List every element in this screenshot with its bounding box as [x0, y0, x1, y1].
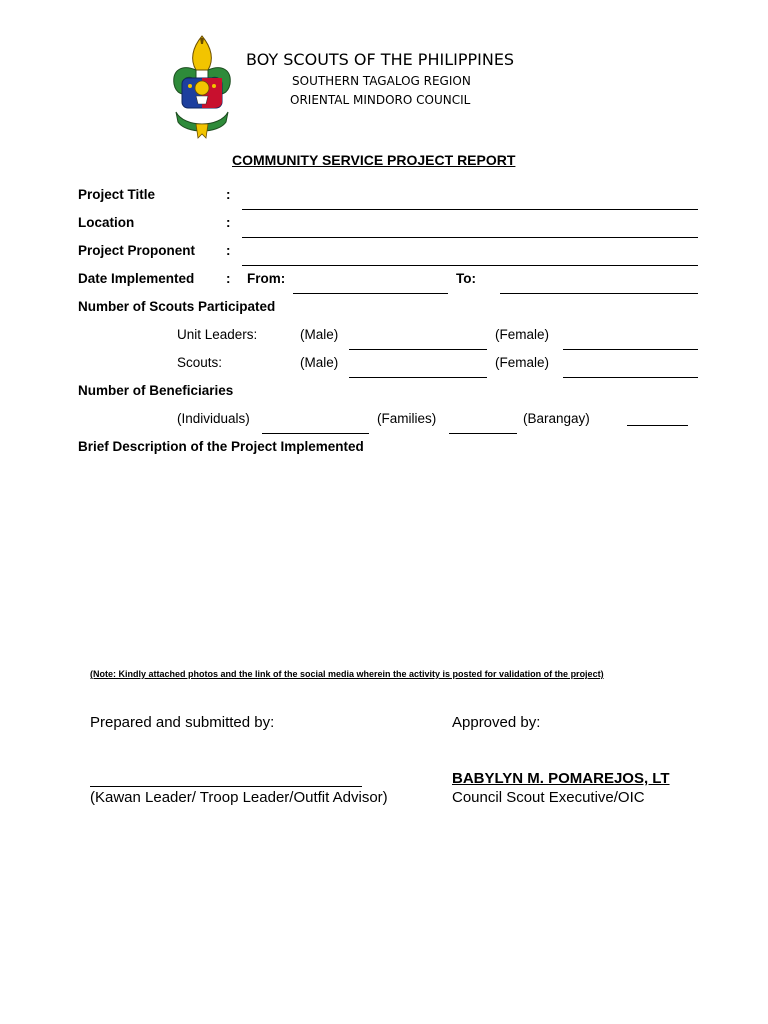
scouts-label: Scouts:: [177, 355, 223, 370]
scouts-male-field[interactable]: [349, 377, 487, 378]
from-label: From:: [247, 271, 286, 286]
description-label: Brief Description of the Project Implemented: [78, 439, 364, 454]
approver-name: BABYLYN M. POMAREJOS, LT: [452, 770, 670, 787]
approved-by-label: Approved by:: [452, 714, 541, 731]
validation-note: (Note: Kindly attached photos and the link of the social media wherein the activity is posted for validation of the project): [90, 669, 604, 679]
form-title: COMMUNITY SERVICE PROJECT REPORT: [232, 152, 516, 168]
prepared-by-label: Prepared and submitted by:: [90, 714, 275, 731]
scouts-female-label: (Female): [495, 355, 550, 370]
project-title-colon: :: [226, 187, 231, 202]
prepared-role: (Kawan Leader/ Troop Leader/Outfit Advisor): [90, 789, 388, 806]
families-label: (Families): [377, 411, 437, 426]
date-label: Date Implemented: [78, 271, 195, 286]
unit-leaders-female-label: (Female): [495, 327, 550, 342]
unit-leaders-female-field[interactable]: [563, 349, 698, 350]
proponent-label: Project Proponent: [78, 243, 196, 258]
unit-leaders-male-field[interactable]: [349, 349, 487, 350]
council-name: ORIENTAL MINDORO COUNCIL: [290, 93, 471, 107]
project-title-field[interactable]: [242, 209, 698, 210]
scouts-male-label: (Male): [300, 355, 339, 370]
description-area[interactable]: [78, 460, 698, 660]
individuals-label: (Individuals): [177, 411, 250, 426]
scouts-participated-label: Number of Scouts Participated: [78, 299, 276, 314]
scouts-female-field[interactable]: [563, 377, 698, 378]
org-name: BOY SCOUTS OF THE PHILIPPINES: [246, 50, 515, 69]
beneficiaries-label: Number of Beneficiaries: [78, 383, 234, 398]
to-label: To:: [456, 271, 476, 286]
barangay-label: (Barangay): [523, 411, 590, 426]
barangay-field[interactable]: [627, 425, 688, 426]
project-title-label: Project Title: [78, 187, 156, 202]
location-field[interactable]: [242, 237, 698, 238]
bsp-logo-icon: [170, 34, 234, 142]
location-label: Location: [78, 215, 135, 230]
families-field[interactable]: [449, 433, 517, 434]
date-from-field[interactable]: [293, 293, 448, 294]
unit-leaders-male-label: (Male): [300, 327, 339, 342]
unit-leaders-label: Unit Leaders:: [177, 327, 258, 342]
prepared-signature-line[interactable]: [90, 786, 362, 787]
proponent-colon: :: [226, 243, 231, 258]
proponent-field[interactable]: [242, 265, 698, 266]
approver-title: Council Scout Executive/OIC: [452, 789, 645, 806]
individuals-field[interactable]: [262, 433, 369, 434]
date-colon: :: [226, 271, 231, 286]
region-name: SOUTHERN TAGALOG REGION: [292, 74, 471, 88]
location-colon: :: [226, 215, 231, 230]
date-to-field[interactable]: [500, 293, 698, 294]
